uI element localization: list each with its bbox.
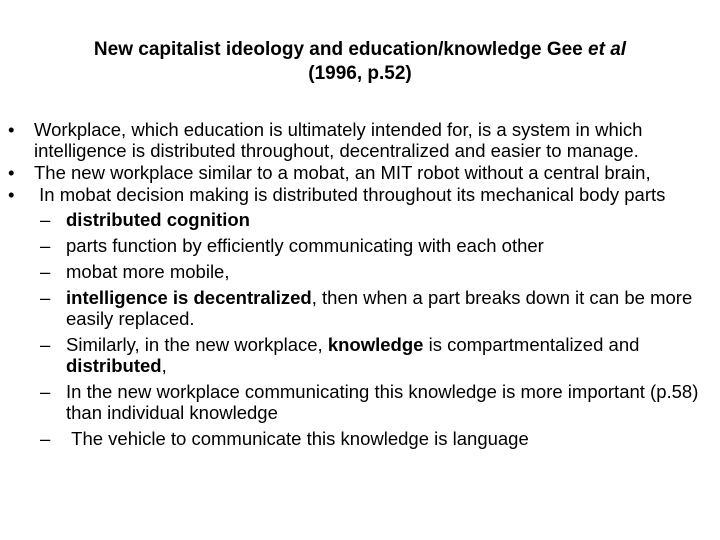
bullet-icon: • xyxy=(8,162,15,183)
dash-icon: – xyxy=(40,381,51,402)
sub-bullet-text: The vehicle to communicate this knowledge is language xyxy=(66,428,529,449)
sub-bullet-item xyxy=(0,235,720,256)
sub-bullet-item xyxy=(0,334,720,376)
sub-bullet-text: parts function by efficiently communicating with each other xyxy=(66,235,544,256)
sub-bullet-item xyxy=(0,209,720,230)
bullet-text: Workplace, which education is ultimately intended for, is a system in which intelligence is distributed throughout, decentralized and easier to manage. xyxy=(34,119,643,161)
sub-bullet-bold: distributed xyxy=(66,355,162,376)
sub-bullet-text: mobat more mobile, xyxy=(66,261,230,282)
sub-bullet-item xyxy=(0,287,720,329)
dash-icon: – xyxy=(40,235,51,256)
sub-bullet-text: , xyxy=(161,355,167,376)
sub-bullet-bold: intelligence is decentralized xyxy=(66,287,312,308)
bullet-item xyxy=(0,162,720,183)
bullet-icon: • xyxy=(8,184,15,205)
sub-bullet-text: distributed cognition xyxy=(66,209,250,230)
sub-bullet-item xyxy=(0,261,720,282)
sub-bullet-text: , then when a part breaks down it can be more easily replaced. xyxy=(66,287,693,329)
dash-icon: – xyxy=(40,334,51,355)
sub-bullet-bold: knowledge xyxy=(327,334,424,355)
sub-bullet-text: Similarly, in the new workplace, xyxy=(66,334,328,355)
slide-title xyxy=(20,38,700,86)
bullet-text: The new workplace similar to a mobat, an MIT robot without a central brain, xyxy=(34,162,651,183)
sub-bullet-text: In the new workplace communicating this knowledge is more important (p.58) than individual knowledge xyxy=(66,381,699,423)
title-cite: (1996, p.52) xyxy=(308,63,412,84)
bullet-text: In mobat decision making is distributed throughout its mechanical body parts xyxy=(34,184,666,205)
slide-body xyxy=(0,119,720,449)
sub-bullet-item xyxy=(0,381,720,423)
title-main: New capitalist ideology and education/knowledge Gee xyxy=(93,39,583,60)
dash-icon: – xyxy=(40,428,51,449)
dash-icon: – xyxy=(40,287,51,308)
title-em: et al xyxy=(588,39,627,60)
dash-icon: – xyxy=(40,261,51,282)
bullet-item xyxy=(0,119,720,161)
bullet-item xyxy=(0,184,720,205)
bullet-icon: • xyxy=(8,119,15,140)
sub-bullet-item xyxy=(0,428,720,449)
dash-icon: – xyxy=(40,209,51,230)
sub-bullet-text: is compartmentalized and xyxy=(423,334,640,355)
